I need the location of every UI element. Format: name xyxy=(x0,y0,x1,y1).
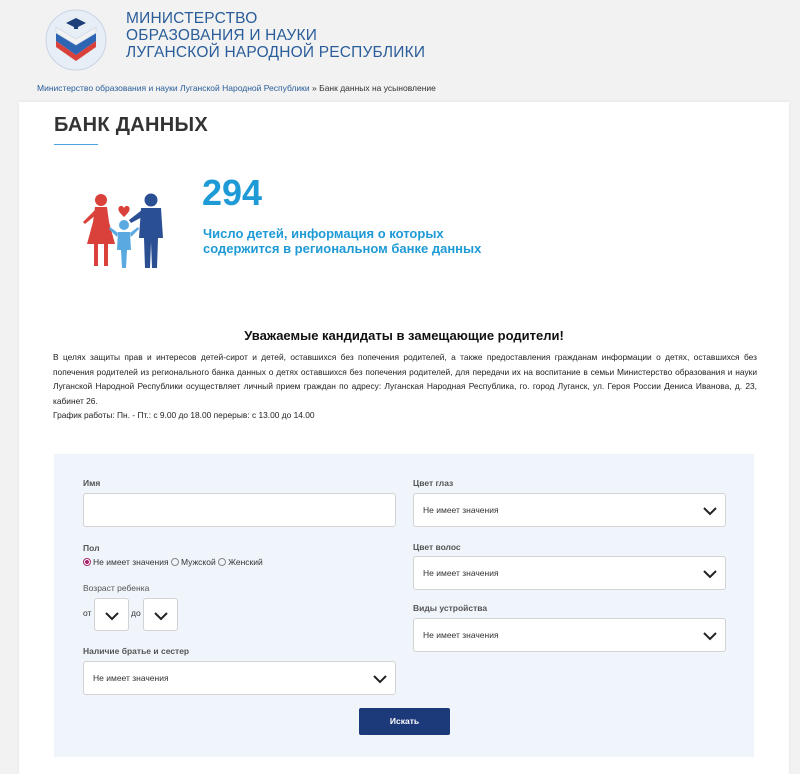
gender-label: Пол xyxy=(83,543,100,553)
chevron-down-icon xyxy=(702,631,718,641)
children-count: 294 xyxy=(202,172,263,213)
content-card xyxy=(19,102,789,774)
gender-radio-group xyxy=(83,557,263,567)
ministry-logo[interactable] xyxy=(44,9,108,71)
search-button[interactable]: Искать xyxy=(359,708,450,735)
gender-radio-male[interactable] xyxy=(171,558,179,566)
gender-radio-female[interactable] xyxy=(218,558,226,566)
siblings-select-value: Не имеет значения xyxy=(93,673,169,683)
placement-type-select[interactable] xyxy=(413,618,726,652)
page-title: БАНК ДАННЫХ xyxy=(54,114,209,136)
siblings-select[interactable] xyxy=(83,661,396,695)
info-paragraph: В целях защиты прав и интересов детей-сирот и детей, оставшихся без попечения родителей, а также предоставления гражданам информации о детях, оставшихся без попечения родителей из регионального банка данных о детях оставшихся без попечения родителей, для передачи их на воспитание в семьи Министерство образования и науки Луганской Народной Республики осуществляет личный прием граждан по адресу: Луганская Народная Республика, го. город Луганск, ул. Героя России Дениса Иванова, д. 23, кабинет 26. xyxy=(53,352,757,406)
eye-color-select-value: Не имеет значения xyxy=(423,505,499,515)
work-schedule: График работы: Пн. - Пт.: с 9.00 до 18.00 перерыв: с 13.00 до 14.00 xyxy=(53,410,315,420)
age-to-select[interactable] xyxy=(143,598,178,631)
children-count-label: Число детей, информация о которых содержится в региональном банке данных xyxy=(203,226,482,256)
chevron-down-icon xyxy=(702,569,718,579)
chevron-down-icon xyxy=(153,611,169,621)
title-underline xyxy=(54,144,98,145)
hair-color-select[interactable] xyxy=(413,556,726,590)
family-icon xyxy=(79,192,174,272)
eye-color-label: Цвет глаз xyxy=(413,478,454,488)
chevron-down-icon xyxy=(702,506,718,516)
siblings-label: Наличие братье и сестер xyxy=(83,646,190,656)
site-header xyxy=(0,0,800,78)
breadcrumb-separator: » xyxy=(309,83,320,93)
org-name-line3: ЛУГАНСКОЙ НАРОДНОЙ РЕСПУБЛИКИ xyxy=(126,44,426,61)
chevron-down-icon xyxy=(372,674,388,684)
name-input[interactable] xyxy=(83,493,396,527)
age-from-select[interactable] xyxy=(94,598,129,631)
org-name xyxy=(126,10,425,61)
age-to-label: до xyxy=(131,608,141,618)
age-label: Возраст ребенка xyxy=(83,583,150,593)
name-label: Имя xyxy=(83,478,101,488)
gender-option-female: Женский xyxy=(228,557,263,567)
breadcrumb-current: Банк данных на усыновление xyxy=(319,83,436,93)
greeting-heading: Уважаемые кандидаты в замещающие родители! xyxy=(244,328,564,343)
org-name-line2: ОБРАЗОВАНИЯ И НАУКИ xyxy=(126,27,318,44)
eye-color-select[interactable] xyxy=(413,493,726,527)
search-form xyxy=(54,454,754,757)
chevron-down-icon xyxy=(104,611,120,621)
gender-radio-any[interactable] xyxy=(83,558,91,566)
placement-type-label: Виды устройства xyxy=(413,603,488,613)
breadcrumb xyxy=(37,83,436,93)
hair-color-select-value: Не имеет значения xyxy=(423,568,499,578)
gender-option-any: Не имеет значения xyxy=(93,557,169,567)
hair-color-label: Цвет волос xyxy=(413,542,461,552)
breadcrumb-link-ministry[interactable]: Министерство образования и науки Луганской Народной Республики xyxy=(37,83,310,93)
org-name-line1: МИНИСТЕРСТВО xyxy=(126,10,258,27)
gender-option-male: Мужской xyxy=(180,557,216,567)
age-from-label: от xyxy=(83,608,92,618)
placement-type-select-value: Не имеет значения xyxy=(423,630,499,640)
